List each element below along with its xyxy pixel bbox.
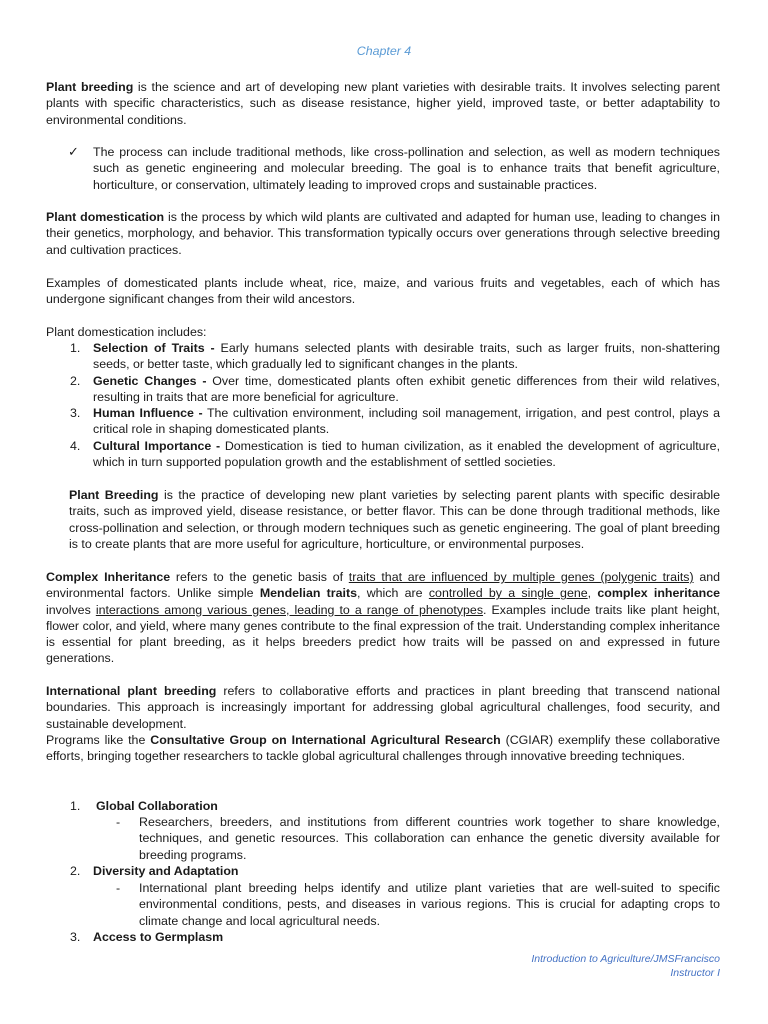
term: Consultative Group on International Agricultural Research — [150, 733, 501, 747]
paragraph-examples: Examples of domesticated plants include wheat, rice, maize, and various fruits and vegetables, each of which has undergone significant changes from their wild ancestors. — [46, 276, 720, 307]
paragraph-international-breeding — [46, 683, 720, 732]
text: Domestication is tied to human civilization, as it enabled the development of agriculture, which in turn supported population growth and the establishment of settled societies. — [93, 439, 721, 470]
footer-course: Introduction to Agriculture/JMSFrancisco — [531, 953, 720, 965]
term: International plant breeding — [46, 684, 217, 698]
list-item-genetic-changes — [93, 373, 720, 406]
dash-bullet: - — [116, 881, 121, 895]
checkmark-icon: ✓ — [68, 144, 79, 159]
term: complex inheritance — [597, 586, 721, 601]
term: Access to Germplasm — [93, 930, 224, 944]
term: Plant breeding — [46, 80, 134, 94]
text: refers to collaborative efforts and practices in plant breeding that transcend national boundaries. This approach is increasingly important for addressing global agricultural challenges, food security, and sustainable development. — [46, 684, 720, 731]
paragraph-complex-inheritance — [46, 569, 720, 667]
list-number: 4. — [70, 439, 81, 453]
term: Global Collaboration — [96, 799, 218, 813]
text: Programs like the — [46, 733, 151, 747]
term: Genetic Changes - — [93, 374, 207, 388]
text: Early humans selected plants with desirable traits, such as larger fruits, non-shattering seeds, or better taste, which gradually led to significant changes in the plants. — [93, 341, 720, 372]
list-item-cultural-importance — [93, 438, 720, 471]
text: involves — [46, 602, 96, 617]
text: is the process by which wild plants are cultivated and adapted for human use, leading to changes in their genetics, morphology, and behavior. This transformation typically occurs over generations through selective breeding and cultivation practices. — [46, 210, 721, 257]
term: Mendelian traits — [259, 586, 357, 601]
paragraph-cgiar — [46, 732, 720, 765]
sub-item-global-collaboration: Researchers, breeders, and institutions from different countries work together to share knowledge, techniques, and genetic resources. This collaboration can enhance the genetic diversity available for breeding programs. — [139, 815, 720, 862]
term: Plant domestication — [46, 210, 165, 224]
list-number: 3. — [70, 930, 81, 944]
paragraph-plant-domestication — [46, 209, 720, 258]
paragraph-plant-breeding-practice — [69, 487, 720, 552]
sub-item-diversity: International plant breeding helps identify and utilize plant varieties that are well-suited to specific environmental conditions, pests, and diseases in various regions. This is crucial for adapting crops to climate change and local agricultural needs. — [139, 881, 720, 928]
text: and environmental factors. Unlike simple — [46, 570, 721, 601]
term: Diversity and Adaptation — [93, 864, 239, 878]
list-item-human-influence — [93, 405, 720, 438]
text: , — [587, 586, 598, 601]
text: Over time, domesticated plants often exhibit genetic differences from their wild relatives, resulting in traits that are more beneficial for agriculture. — [93, 374, 720, 405]
term: Plant Breeding — [69, 488, 159, 502]
underlined-text: interactions among various genes, leading to a range of phenotypes — [95, 602, 484, 617]
list-number: 2. — [70, 864, 81, 878]
text: is the science and art of developing new plant varieties with desirable traits. It involves selecting parent plants with specific characteristics, such as disease resistance, higher yield, improved taste, or better adaptability to environmental conditions. — [46, 80, 720, 127]
list-number: 1. — [70, 341, 81, 355]
text: refers to the genetic basis of — [170, 570, 349, 584]
list-heading-global-collaboration — [96, 798, 723, 814]
term: Human Influence - — [93, 406, 203, 420]
underlined-text: controlled by a single gene — [428, 586, 588, 601]
list-number: 1. — [70, 799, 81, 813]
text: . Examples include traits like plant height, flower color, and yield, where many genes contribute to the final expression of the trait. Understanding complex inheritance is essential for plant breeding, as it helps breeders predict how traits will be passed on and expressed in future generations. — [46, 602, 720, 666]
bullet-process: The process can include traditional methods, like cross-pollination and selection, as well as modern techniques such as genetic engineering and molecular breeding. The goal is to enhance traits that benefit agriculture, horticulture, or conservation, ultimately leading to improved crops and sustainable practices. — [93, 145, 720, 192]
list-number: 2. — [70, 374, 81, 388]
dash-bullet: - — [116, 815, 121, 829]
text: , which are — [356, 586, 429, 601]
page-footer — [531, 953, 720, 980]
list-number: 3. — [70, 406, 81, 420]
list-item-selection — [93, 340, 720, 373]
paragraph-plant-breeding — [46, 79, 720, 128]
list-heading-germplasm — [93, 929, 720, 945]
text: The cultivation environment, including soil management, irrigation, and pest control, plays a critical role in shaping domesticated plants. — [93, 406, 720, 437]
term: Complex Inheritance — [46, 570, 171, 584]
text: is the practice of developing new plant varieties by selecting parent plants with specific desirable traits, such as improved yield, disease resistance, or better flavor. This can be done through traditional methods, like cross-pollination and selection, or through modern techniques such as genetic engineering. The goal of plant breeding is to create plants that are more useful for agriculture, horticulture, or environmental purposes. — [69, 488, 721, 551]
footer-instructor: Instructor I — [670, 966, 720, 979]
term: Cultural Importance - — [93, 439, 221, 453]
text: (CGIAR) exemplify these collaborative efforts, bringing together researchers to tackle global agricultural challenges through innovative breeding techniques. — [46, 733, 720, 764]
term: Selection of Traits - — [93, 341, 215, 355]
chapter-heading: Chapter 4 — [356, 44, 412, 58]
list-heading-diversity — [93, 863, 720, 879]
underlined-text: traits that are influenced by multiple genes (polygenic traits) — [348, 570, 694, 584]
paragraph-includes: Plant domestication includes: — [46, 325, 207, 339]
